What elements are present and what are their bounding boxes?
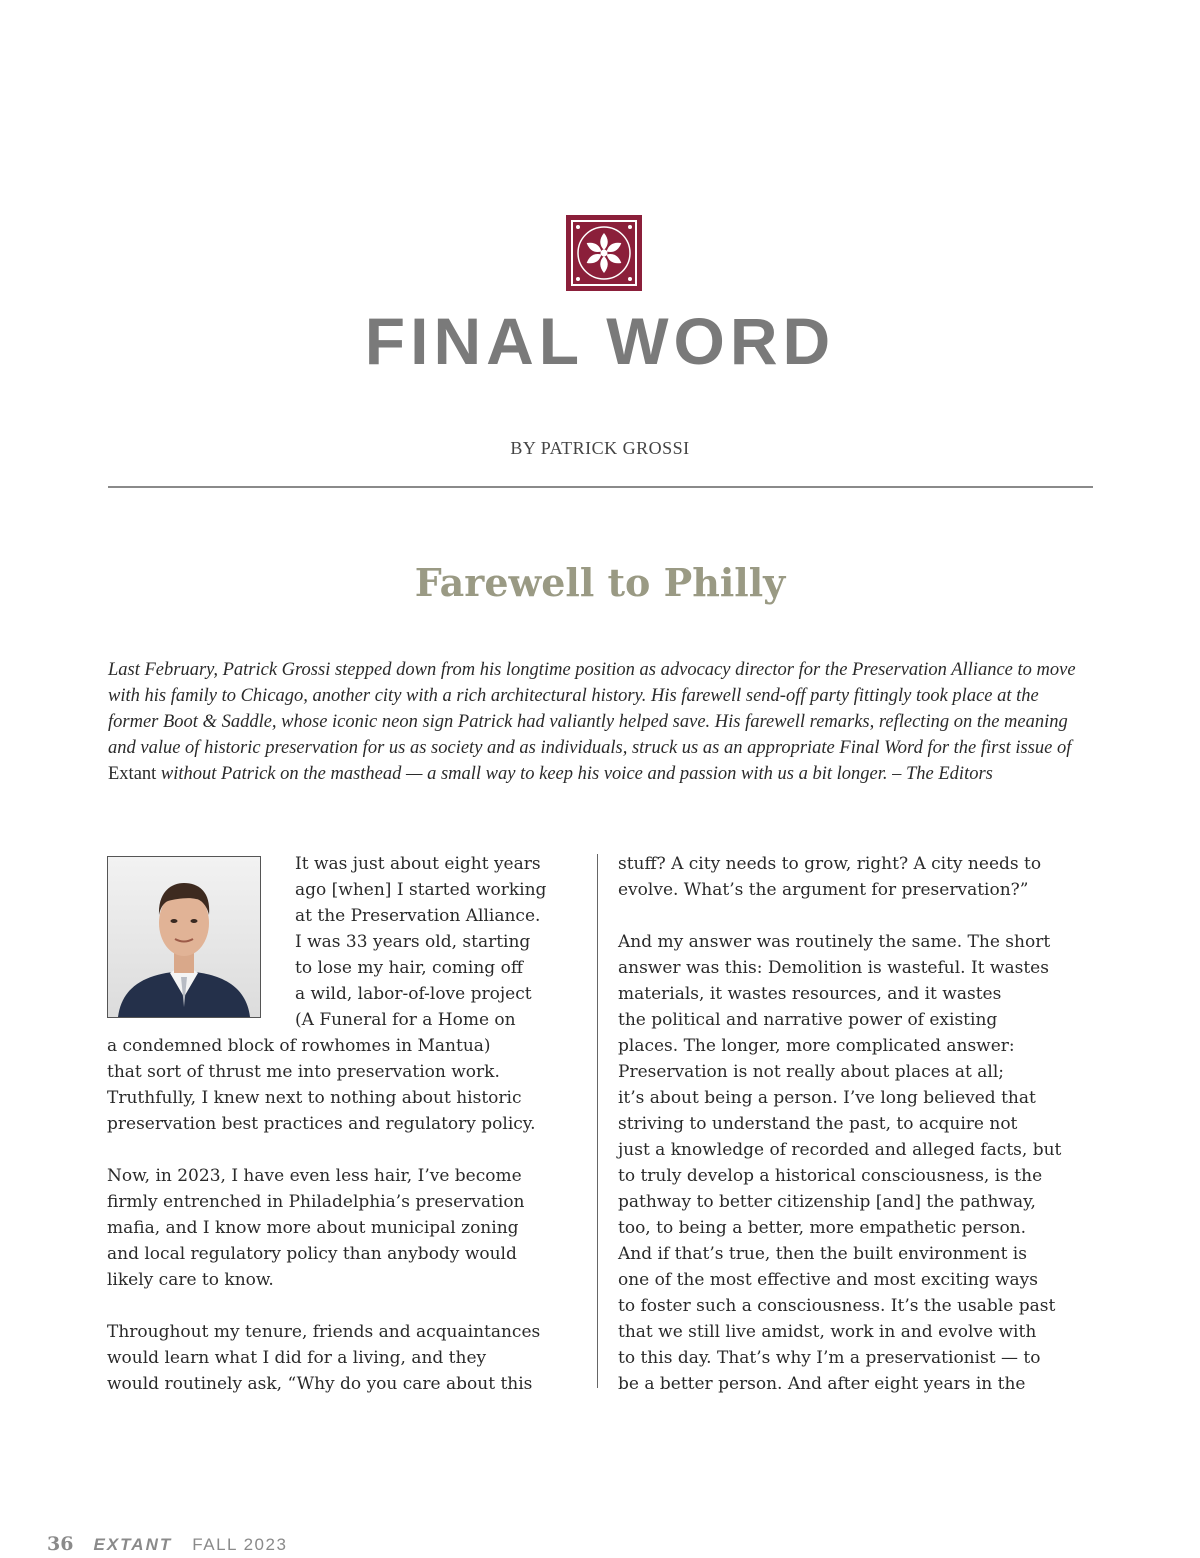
article-line: evolve. What’s the argument for preservation?” (618, 880, 1029, 900)
article-line: stuff? A city needs to grow, right? A city needs to (618, 854, 1042, 874)
magazine-name: EXTANT (93, 1535, 173, 1554)
article-line: (A Funeral for a Home on (295, 1010, 516, 1030)
paragraph-break (107, 1137, 587, 1163)
article-line: Now, in 2023, I have even less hair, I’ve become (107, 1166, 522, 1186)
paragraph-break (107, 1293, 587, 1319)
article-line: I was 33 years old, starting (295, 932, 531, 952)
article-line: the political and narrative power of existing (618, 1010, 998, 1030)
floral-tile-icon (566, 215, 642, 291)
editors-intro (108, 657, 1088, 787)
article-line: Truthfully, I knew next to nothing about historic (107, 1088, 522, 1108)
paragraph-break (618, 903, 1098, 929)
article-line: answer was this: Demolition is wasteful. It wastes (618, 958, 1049, 978)
page-footer (47, 1532, 301, 1557)
article-line: striving to understand the past, to acquire not (618, 1114, 1018, 1134)
article-line: mafia, and I know more about municipal zoning (107, 1218, 519, 1238)
article-line: places. The longer, more complicated answer: (618, 1036, 1015, 1056)
article-line: ago [when] I started working (295, 880, 547, 900)
article-line: it’s about being a person. I’ve long believed that (618, 1088, 1036, 1108)
issue-label: FALL 2023 (192, 1535, 288, 1554)
article-line: too, to being a better, more empathetic person. (618, 1218, 1027, 1238)
article-line: materials, it wastes resources, and it wastes (618, 984, 1002, 1004)
article-line: would routinely ask, “Why do you care about this (107, 1374, 533, 1394)
article-line: to this day. That’s why I’m a preservationist — to (618, 1348, 1041, 1368)
article-line: at the Preservation Alliance. (295, 906, 541, 926)
article-line: And my answer was routinely the same. The short (618, 932, 1051, 952)
article-line: and local regulatory policy than anybody would (107, 1244, 517, 1264)
article-line: It was just about eight years (295, 854, 541, 874)
article-line: would learn what I did for a living, and they (107, 1348, 487, 1368)
page-number: 36 (47, 1533, 74, 1555)
intro-magazine-name: Extant (108, 764, 157, 784)
article-line: likely care to know. (107, 1270, 274, 1290)
article-line: pathway to better citizenship [and] the pathway, (618, 1192, 1036, 1212)
article-headline: Farewell to Philly (414, 560, 786, 605)
author-portrait-icon (108, 857, 260, 1017)
header-divider (108, 486, 1093, 488)
article-line: preservation best practices and regulatory policy. (107, 1114, 536, 1134)
article-line: that sort of thrust me into preservation work. (107, 1062, 500, 1082)
article-line: to foster such a consciousness. It’s the usable past (618, 1296, 1056, 1316)
article-line: And if that’s true, then the built environment is (618, 1244, 1027, 1264)
article-line: to lose my hair, coming off (295, 958, 523, 978)
article-line: firmly entrenched in Philadelphia’s preservation (107, 1192, 525, 1212)
author-photo (107, 856, 261, 1018)
intro-text-after: without Patrick on the masthead — a small way to keep his voice and passion with us a bit longer. – The Editors (160, 764, 993, 784)
article-line: a condemned block of rowhomes in Mantua) (107, 1036, 491, 1056)
article-line: Throughout my tenure, friends and acquaintances (107, 1322, 541, 1342)
section-logo (566, 215, 642, 291)
article-line: just a knowledge of recorded and alleged facts, but (618, 1140, 1062, 1160)
article-line: one of the most effective and most exciting ways (618, 1270, 1039, 1290)
article-line: to truly develop a historical consciousness, is the (618, 1166, 1043, 1186)
byline: BY PATRICK GROSSI (510, 438, 690, 458)
article-line: Preservation is not really about places at all; (618, 1062, 1005, 1082)
article-line: be a better person. And after eight years in the (618, 1374, 1026, 1394)
article-column-left (107, 851, 587, 1397)
column-divider (597, 854, 598, 1388)
article-column-right (618, 851, 1098, 1397)
article-line: a wild, labor-of-love project (295, 984, 532, 1004)
section-title: FINAL WORD (364, 304, 836, 378)
intro-text-before: Last February, Patrick Grossi stepped down from his longtime position as advocacy director for the Preservation Alliance to move with his family to Chicago, another city with a rich architectural history. His farewell send-off party fittingly took place at the former Boot & Saddle, whose iconic neon sign Patrick had valiantly helped save. His farewell remarks, reflecting on the meaning and value of historic preservation for us as society and as individuals, struck us as an appropriate Final Word for the first issue of (108, 660, 1076, 758)
article-line: that we still live amidst, work in and evolve with (618, 1322, 1037, 1342)
